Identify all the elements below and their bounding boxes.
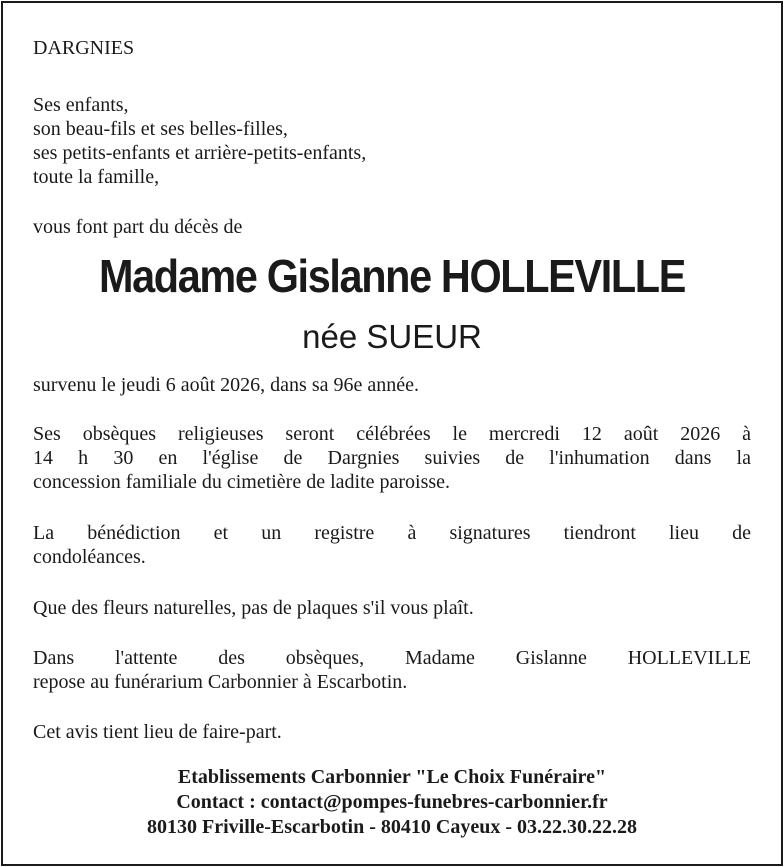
obituary-notice xyxy=(1,1,783,866)
funeral-line: concession familiale du cimetière de ladite paroisse. xyxy=(33,471,451,493)
funeral-line: Ses obsèques religieuses seront célébrées le mercredi 12 août 2026 à xyxy=(33,423,751,445)
blessing-line: La bénédiction et un registre à signatures tiendront lieu de xyxy=(33,522,751,544)
announce-text: vous font part du décès de xyxy=(33,216,243,238)
blessing-line: condoléances. xyxy=(33,546,146,568)
notice-body xyxy=(33,3,751,864)
resting-line: Dans l'attente des obsèques, Madame Gislanne HOLLEVILLE xyxy=(33,647,751,669)
resting-line: repose au funérarium Carbonnier à Escarbotin. xyxy=(33,671,408,693)
funeral-home-name: Etablissements Carbonnier "Le Choix Funéraire" xyxy=(177,766,607,788)
funeral-home-contact: Contact : contact@pompes-funebres-carbonnier.fr xyxy=(176,791,608,813)
death-date-text: survenu le jeudi 6 août 2026, dans sa 96e année. xyxy=(33,374,420,396)
flowers-text: Que des fleurs naturelles, pas de plaques s'il vous plaît. xyxy=(33,597,474,619)
maiden-name: née SUEUR xyxy=(302,318,482,355)
town-heading: DARGNIES xyxy=(33,37,135,59)
funeral-home-address: 80130 Friville-Escarbotin - 80410 Cayeux - 03.22.30.22.28 xyxy=(147,816,637,838)
deceased-name: Madame Gislanne HOLLEVILLE xyxy=(98,250,686,302)
family-line: son beau-fils et ses belles-filles, xyxy=(33,118,288,140)
family-line: toute la famille, xyxy=(33,166,160,188)
family-line: ses petits-enfants et arrière-petits-enfants, xyxy=(33,142,367,164)
funeral-line: 14 h 30 en l'église de Dargnies suivies de l'inhumation dans la xyxy=(33,447,751,469)
family-line: Ses enfants, xyxy=(33,94,129,116)
closing-text: Cet avis tient lieu de faire-part. xyxy=(33,721,282,743)
